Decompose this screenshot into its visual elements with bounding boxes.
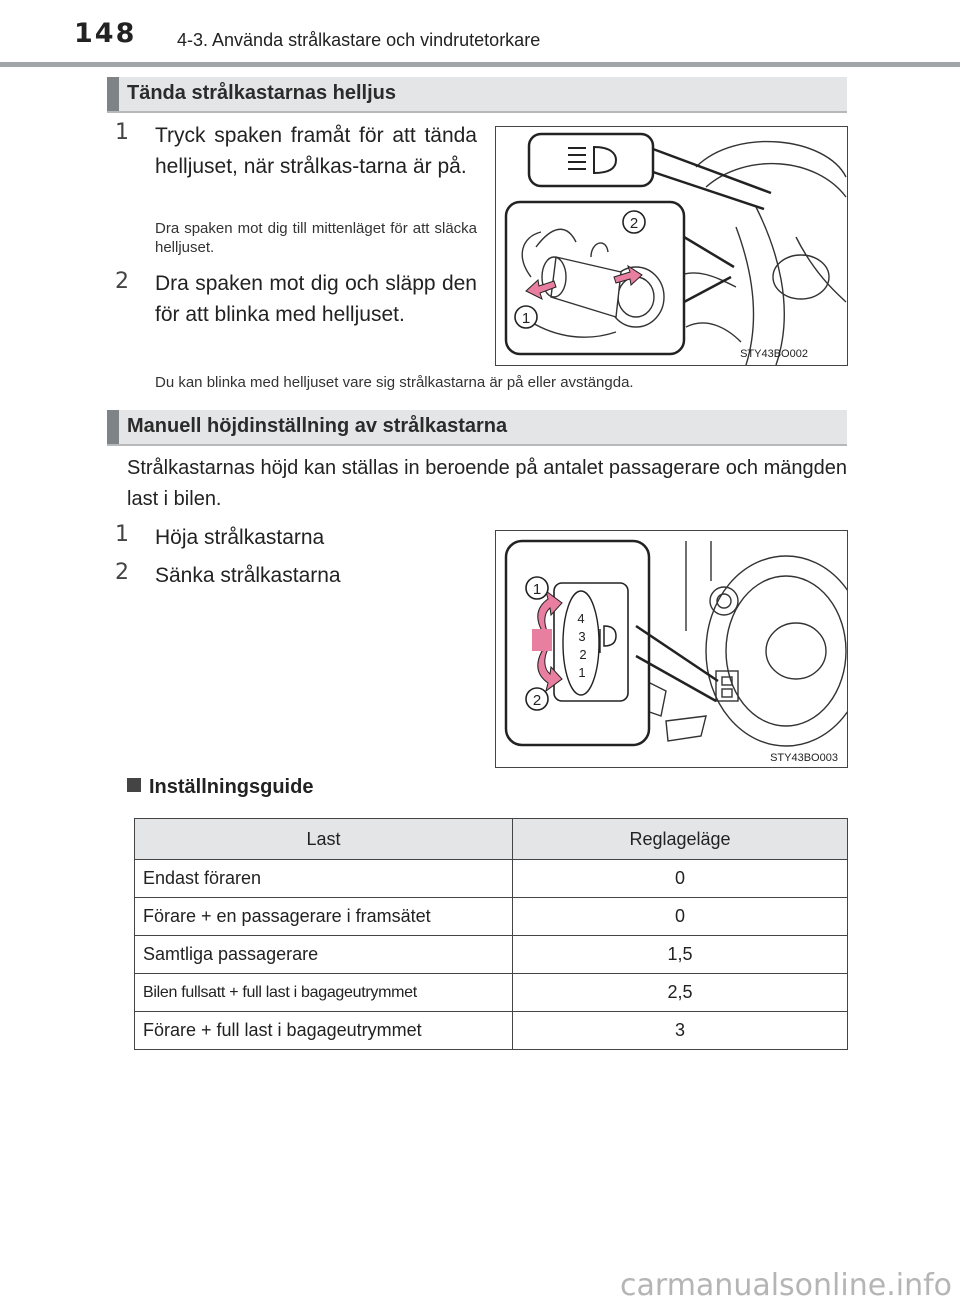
page-number: 148 [74, 18, 137, 49]
position-cell: 0 [513, 898, 848, 936]
column-header-load: Last [135, 819, 513, 860]
dial-4: 4 [577, 611, 585, 626]
fig2-label-1: 1 [532, 581, 542, 598]
item-number-1: 1 [115, 522, 129, 547]
load-cell: Förare + full last i bagageutrymmet [135, 1012, 513, 1050]
load-cell: Förare + en passagerare i framsätet [135, 898, 513, 936]
table-row [135, 936, 848, 974]
position-cell: 2,5 [513, 974, 848, 1012]
square-bullet-icon [127, 778, 141, 792]
fig1-label-1: 1 [521, 310, 531, 327]
column-header-position: Reglageläge [513, 819, 848, 860]
figure-light-lever [495, 126, 848, 366]
item-1-text: Höja strålkastarna [155, 526, 325, 549]
step-number-1: 1 [115, 120, 129, 145]
settings-guide-table [134, 818, 848, 1050]
figure-code: STY43BO003 [770, 752, 838, 764]
table-row [135, 860, 848, 898]
section-title: Tända strålkastarnas helljus [127, 82, 397, 104]
table-row [135, 1012, 848, 1050]
guide-title: Inställningsguide [149, 776, 314, 798]
guide-heading [127, 776, 313, 799]
table-header-row [135, 819, 848, 860]
section-title: Manuell höjdinställning av strålkastarna [127, 415, 508, 437]
position-cell: 3 [513, 1012, 848, 1050]
table-row [135, 974, 848, 1012]
section-heading-level-adjust [107, 410, 847, 446]
step-number-2: 2 [115, 269, 129, 294]
dial-1: 1 [578, 665, 586, 680]
step-1-text: Tryck spaken framåt för att tända helljuset, när strålkas-tarna är på. [155, 124, 477, 178]
section-2-intro: Strålkastarnas höjd kan ställas in beroende på antalet passagerare och mängden last i bilen. [127, 457, 847, 510]
position-cell: 0 [513, 860, 848, 898]
section-bar [107, 410, 119, 444]
position-cell: 1,5 [513, 936, 848, 974]
dial-2: 2 [579, 647, 587, 662]
chapter-title: 4-3. Använda strålkastare och vindrutetorkare [177, 30, 541, 50]
step-2-text: Dra spaken mot dig och släpp den för att blinka med helljuset. [155, 272, 477, 326]
section-bar [107, 77, 119, 111]
figure-code: STY43BO002 [740, 348, 808, 360]
fig1-label-2: 2 [629, 215, 639, 232]
table-row [135, 898, 848, 936]
item-2-text: Sänka strålkastarna [155, 564, 341, 587]
dial-3: 3 [578, 629, 586, 644]
header-rule [0, 62, 960, 67]
watermark: carmanualsonline.info [620, 1268, 952, 1303]
fig2-label-2: 2 [532, 692, 542, 709]
high-beam-flash-note: Du kan blinka med helljuset vare sig strålkastarna är på eller avstängda. [155, 374, 634, 391]
step-1-note: Dra spaken mot dig till mittenläget för att släcka helljuset. [155, 220, 477, 256]
section-heading-high-beam [107, 77, 847, 113]
load-cell: Endast föraren [135, 860, 513, 898]
item-number-2: 2 [115, 560, 129, 585]
load-cell: Bilen fullsatt + full last i bagageutrymmet [135, 974, 513, 1012]
figure-level-dial [495, 530, 848, 768]
load-cell: Samtliga passagerare [135, 936, 513, 974]
